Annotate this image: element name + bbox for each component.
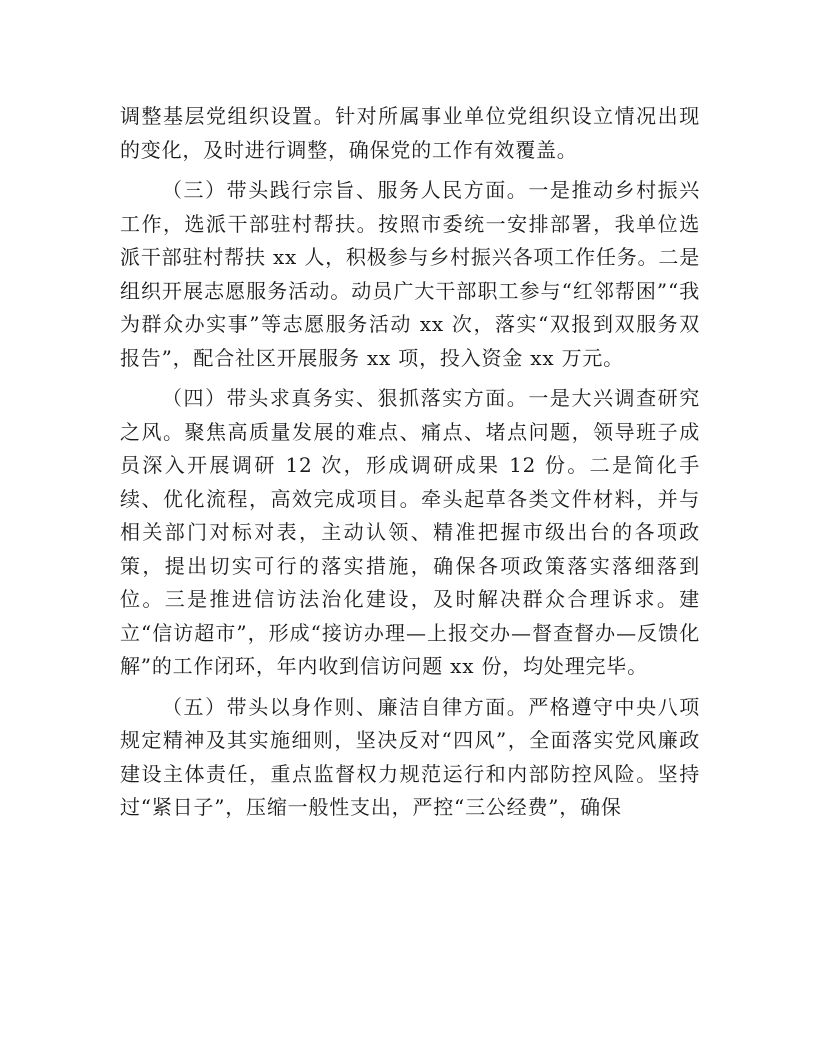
paragraph-section-five: （五）带头以身作则、廉洁自律方面。严格遵守中央八项规定精神及其实施细则，坚决反对“四风”，全面落实党风廉政建设主体责任，重点监督权力规范运行和内部防控风险。坚持过“紧日子”，压缩一般性支出，严控“三公经费”，确保	[120, 694, 700, 819]
paragraph-section-four: （四）带头求真务实、狠抓落实方面。一是大兴调查研究之风。聚焦高质量发展的难点、痛点、堵点问题，领导班子成员深入开展调研 12 次，形成调研成果 12 份。二是简化手续、优化流程，高效完成项目。牵头起草各类文件材料，并与相关部门对标对表，主动认领、精准把握市级出台的各项政策，提出切实可行的落实措施，确保各项政策落实落细落到位。三是推进信访法治化建设，及时解决群众合理诉求。建立“信访超市”，形成“接访办理—上报交办—督查督办—反馈化解”的工作闭环，年内收到信访问题 xx 份，均处理完毕。	[120, 386, 700, 678]
paragraph-section-three: （三）带头践行宗旨、服务人民方面。一是推动乡村振兴工作，选派干部驻村帮扶。按照市委统一安排部署，我单位选派干部驻村帮扶 xx 人，积极参与乡村振兴各项工作任务。二是组织开展志愿服务活动。动员广大干部职工参与“红邻帮困”“我为群众办实事”等志愿服务活动 xx 次，落实“双报到双服务双报告”，配合社区开展服务 xx 项，投入资金 xx 万元。	[120, 178, 700, 370]
paragraph-continuation: 调整基层党组织设置。针对所属事业单位党组织设立情况出现的变化，及时进行调整，确保党的工作有效覆盖。	[120, 104, 700, 162]
document-page	[120, 100, 700, 832]
